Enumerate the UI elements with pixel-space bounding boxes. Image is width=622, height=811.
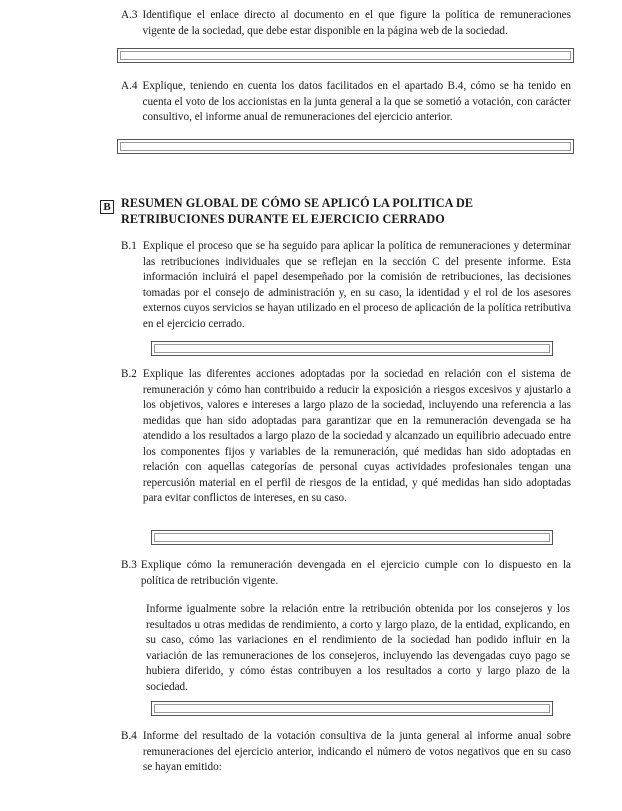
question-number: A.3 bbox=[121, 9, 138, 21]
question-number: B.2 bbox=[121, 368, 137, 380]
question-b2 bbox=[121, 367, 571, 507]
question-text: Identifique el enlace directo al documento en el que figure la política de remuneraciones vigente de la sociedad, que debe estar disponible en la página web de la sociedad. bbox=[142, 9, 571, 37]
question-number: B.1 bbox=[121, 240, 137, 252]
question-a4 bbox=[121, 79, 571, 126]
answer-field-b1[interactable] bbox=[151, 341, 553, 356]
question-text: Explique cómo la remuneración devengada en el ejercicio cumple con lo dispuesto en la política de retribución vigente. bbox=[140, 559, 571, 587]
question-text: Informe del resultado de la votación consultiva de la junta general al informe anual sobre remuneraciones del ejercicio anterior, indicando el número de votos negativos que en su caso se hayan emitido: bbox=[142, 730, 571, 773]
question-text: Explique el proceso que se ha seguido para aplicar la política de remuneraciones y determinar las retribuciones individuales que se reflejan en la sección C del presente informe. Esta información incluirá el papel desempeñado por la comisión de retribuciones, las decisiones tomadas por el consejo de administración y, en su caso, la identidad y el rol de los asesores externos cuyos servicios se hayan utilizado en el proceso de aplicación de la política retributiva en el ejercicio cerrado. bbox=[142, 240, 571, 330]
answer-field-a4[interactable] bbox=[117, 139, 574, 154]
question-b1 bbox=[121, 239, 571, 332]
answer-field-a3[interactable] bbox=[117, 48, 574, 63]
section-letter-badge: B bbox=[100, 200, 114, 214]
question-b4 bbox=[121, 729, 571, 776]
question-a3 bbox=[121, 8, 571, 39]
answer-field-b3[interactable] bbox=[151, 701, 553, 716]
question-text: Explique las diferentes acciones adoptadas por la sociedad en relación con el sistema de remuneración y cómo han contribuido a reducir la exposición a riesgos excesivos y ajustarlo a los objetivos, valores e intereses a largo plazo de la sociedad, incluyendo una referencia a las medidas que han sido adoptadas para garantizar que en la remuneración devengada se ha atendido a los resultados a largo plazo de la sociedad y alcanzado un equilibrio adecuado entre los componentes fijos y variables de la remuneración, qué medidas han sido adoptadas en relación con aquellas categorías de personal cuyas actividades profesionales tengan una repercusión material en el perfil de riesgos de la entidad, y qué medidas han sido adoptadas para evitar conflictos de intereses, en su caso. bbox=[142, 368, 571, 504]
question-number: B.3 bbox=[121, 559, 137, 571]
question-b3-paragraph: Informe igualmente sobre la relación entre la retribución obtenida por los consejeros y los resultados u otras medidas de rendimiento, a corto y largo plazo, de la entidad, explicando, en su caso, cómo las variaciones en el rendimiento de la sociedad han podido influir en la variación de las remuneraciones de los consejeros, incluyendo las devengadas cuyo pago se hubiera diferido, y cómo éstas contribuyen a los resultados a corto y largo plazo de la sociedad. bbox=[146, 603, 570, 693]
section-title: RESUMEN GLOBAL DE CÓMO SE APLICÓ LA POLITICA DE RETRIBUCIONES DURANTE EL EJERCICIO CERRADO bbox=[121, 196, 474, 226]
question-text: Explique, teniendo en cuenta los datos facilitados en el apartado B.4, cómo se ha tenido en cuenta el voto de los accionistas en la junta general a la que se sometió a votación, con carácter consultivo, el informe anual de remuneraciones del ejercicio anterior. bbox=[142, 80, 571, 123]
answer-field-b2[interactable] bbox=[151, 530, 553, 545]
question-b3 bbox=[121, 558, 571, 589]
question-number: B.4 bbox=[121, 730, 137, 742]
question-number: A.4 bbox=[121, 80, 138, 92]
